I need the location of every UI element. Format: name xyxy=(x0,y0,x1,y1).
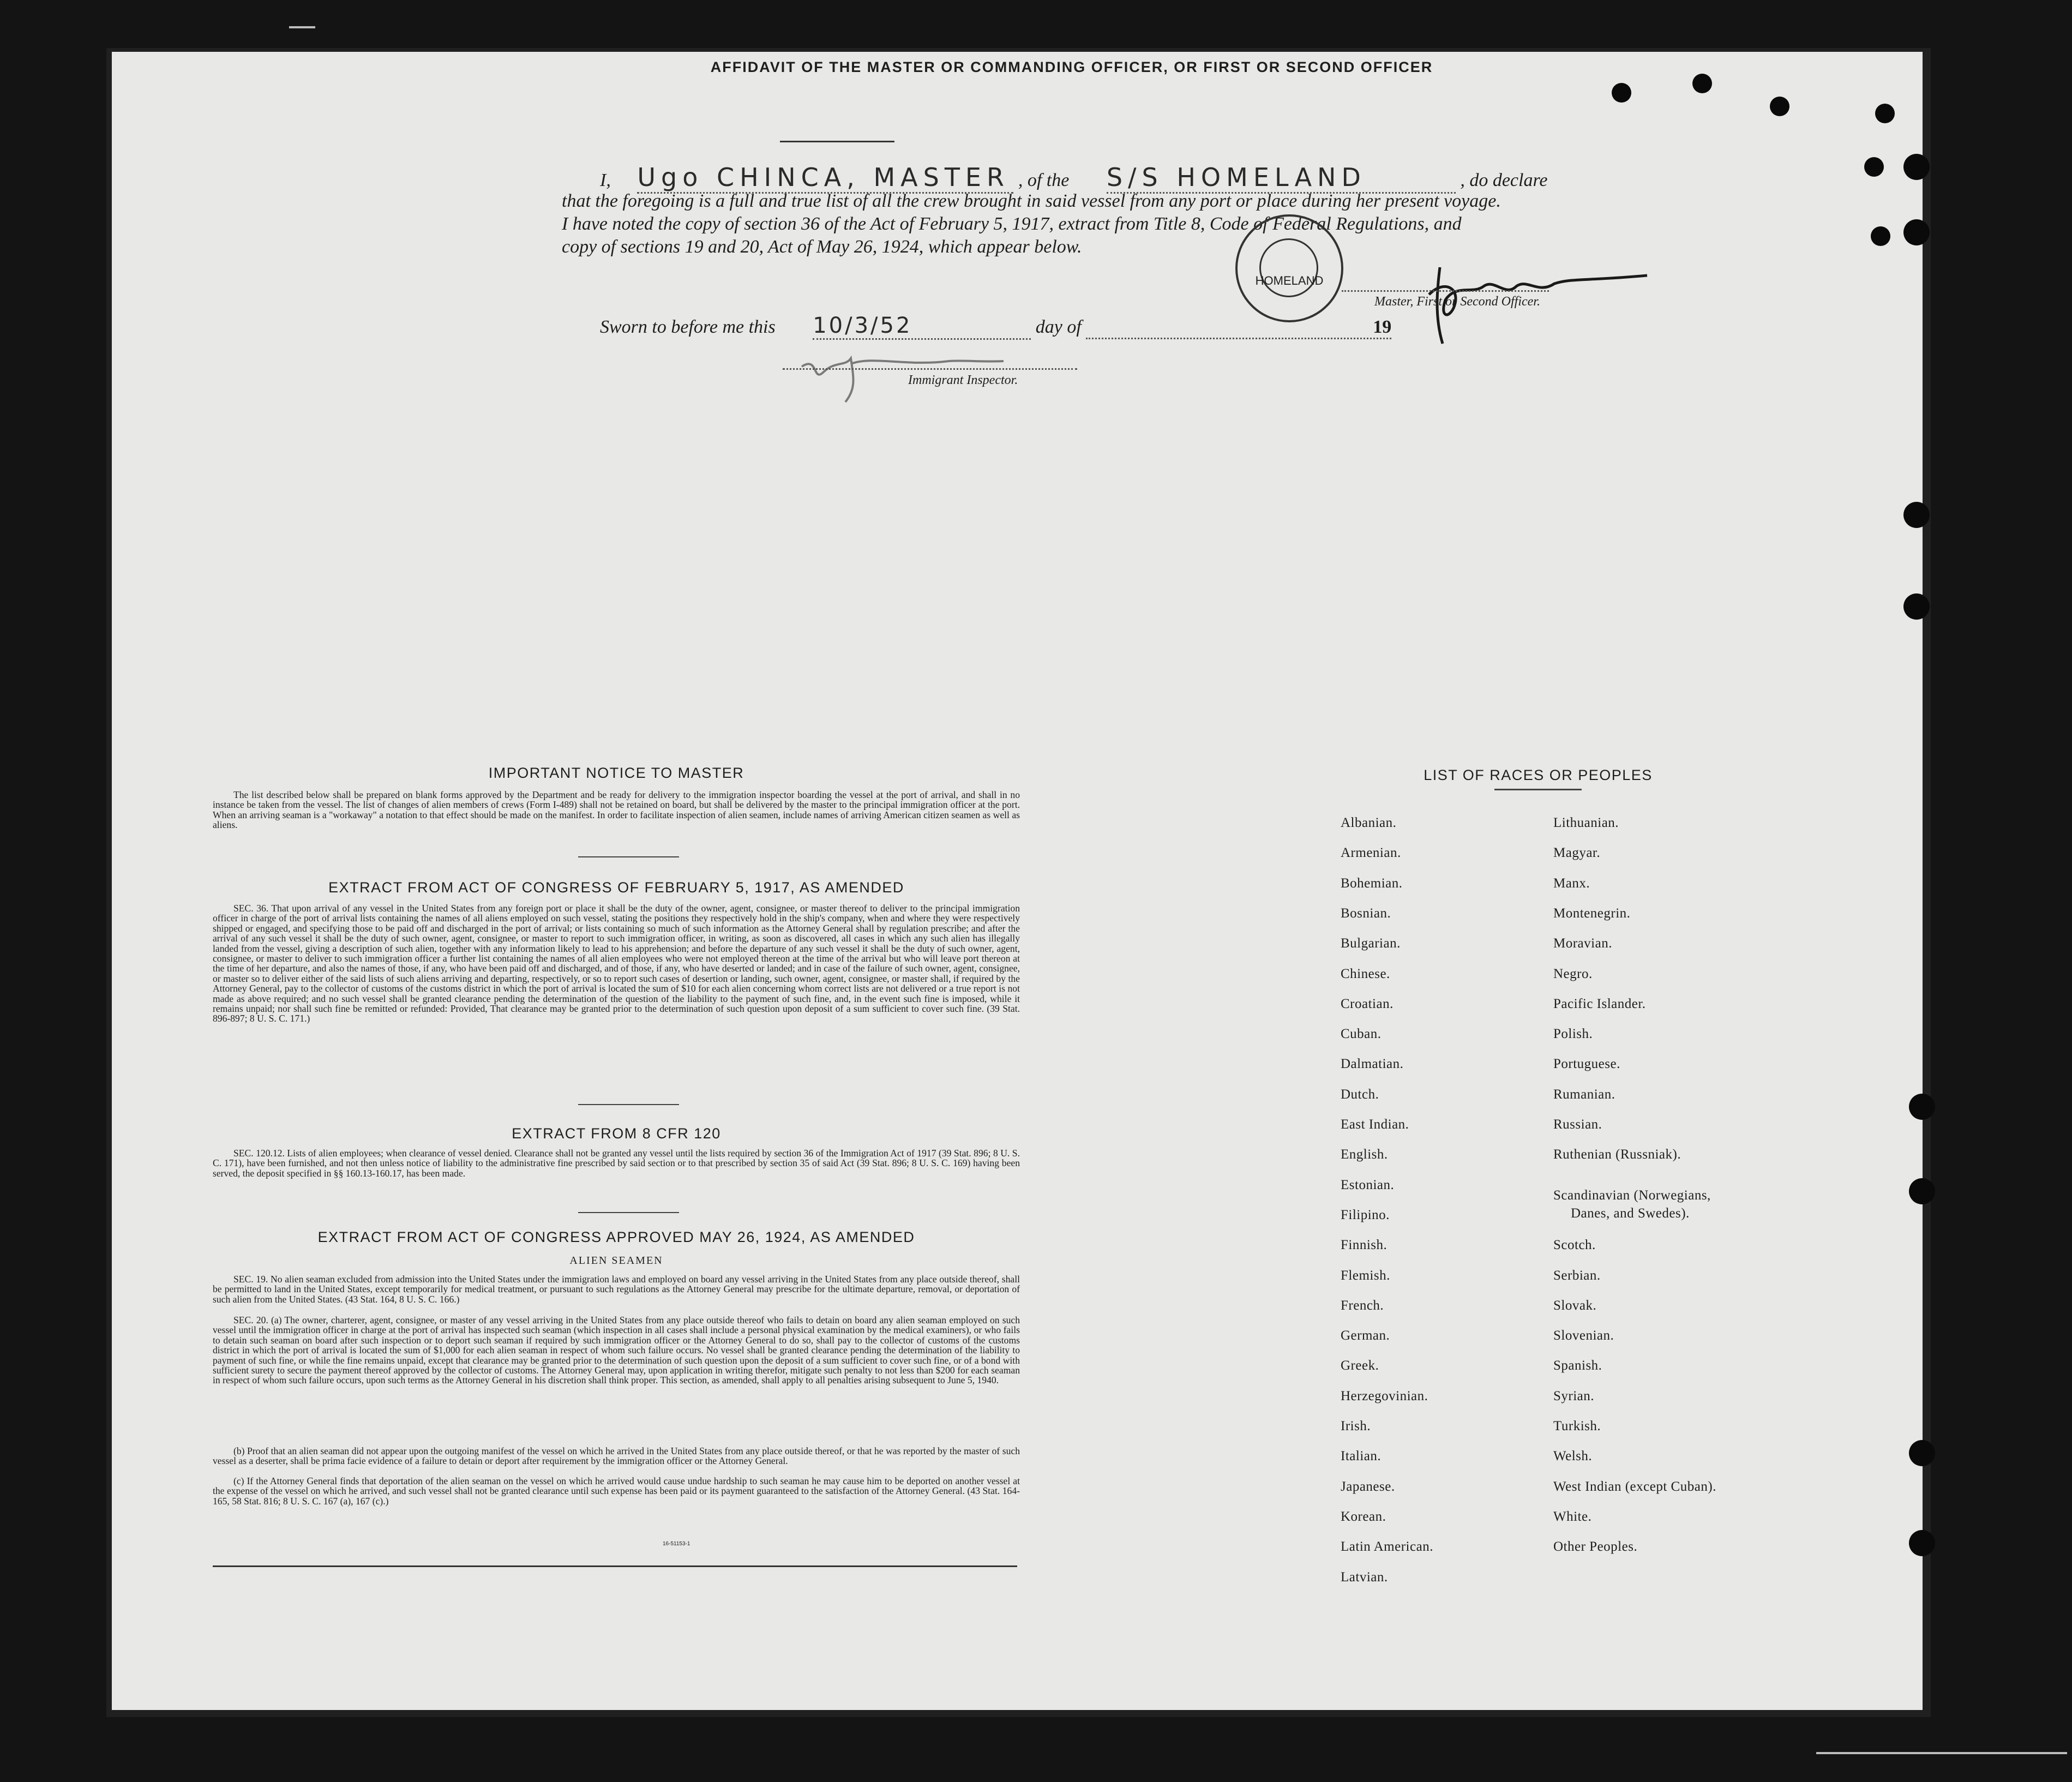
year-field xyxy=(1086,317,1391,339)
race-item: Bohemian. xyxy=(1341,876,1403,891)
punch-hole xyxy=(1770,97,1789,116)
race-item: Greek. xyxy=(1341,1358,1379,1373)
punch-hole xyxy=(1612,83,1631,103)
race-item: Rumanian. xyxy=(1553,1087,1615,1102)
punch-hole xyxy=(1909,1178,1935,1204)
race-item: Montenegrin. xyxy=(1553,906,1631,921)
extract-1917-text: SEC. 36. That upon arrival of any vessel in the United States from any foreign port or place it shall be the duty of the owner, agent, consignee, or master thereof to deliver to the principal immigration officer in charge of the port of arrival lists containing the names of all aliens employed on such vessel, stating the positions they respectively hold in the ship's company, when and where they were respectively shipped or engaged, and specifying those to be paid off and discharged in the port of arrival; or lists containing so much of such information as the Attorney General shall by regulation prescribe; and after the arrival of any such vessel it shall be the duty of such owner, agent, consignee, or master to report to such immigration officer, in writing, as soon as discovered, all cases in which any such alien has illegally landed from the vessel, giving a description of such alien, together with any information likely to lead to his apprehension; and before the departure of any such vessel it shall be the duty of such owner, agent, consignee, or master to deliver to such immigration officer a further list containing the names of all alien employees who were not employed thereon at the time of the arrival but who will leave port thereon at the time of her departure, and also the names of those, if any, who have been paid off and discharged, and of those, if any, who have deserted or landed; and in case of the failure of such owner, agent, consignee, or master so to deliver either of the said lists of such aliens arriving and departing, respectively, or so to report such cases of desertion or landing, such owner, agent, consignee, or master shall, if required by the Attorney General, pay to the collector of customs of the customs district in which the port of arrival is located the sum of $10 for each alien concerning whom correct lists are not delivered or a true report is not made as above required; and no such vessel shall be granted clearance pending the determination of the question of the liability to the payment of such fine, and, in the event such fine is imposed, while it remains unpaid; nor shall such fine be remitted or refunded: Provided, That clearance may be granted prior to the determination of such question upon deposit of a sum sufficient to cover such fine. (39 Stat. 896-897; 8 U. S. C. 171.) xyxy=(213,903,1020,1024)
punch-hole xyxy=(1871,226,1890,246)
race-item: Danes, and Swedes). xyxy=(1571,1206,1690,1221)
race-item: Magyar. xyxy=(1553,845,1601,860)
race-item: Latin American. xyxy=(1341,1539,1433,1554)
race-item: Flemish. xyxy=(1341,1268,1390,1283)
race-item: Russian. xyxy=(1553,1117,1602,1132)
race-item: Dutch. xyxy=(1341,1087,1379,1102)
race-item: Scandinavian (Norwegians, xyxy=(1553,1188,1711,1203)
extract-8cfr-text: SEC. 120.12. Lists of alien employees; when clearance of vessel denied. Clearance shall not be granted any vessel until the lists required by section 36 of the Immigration Act of 1917 (39 Stat. 896; 8 U. S. C. 171), have been furnished, and not then unless notice of liability to the administrative fine prescribed by said section or to that prescribed by section 35 of said Act (39 Stat. 896; 8 U. S. C. 169) having been served, the deposit specified in §§ 160.13-160.17, has been made. xyxy=(213,1148,1020,1179)
race-item: Irish. xyxy=(1341,1419,1371,1433)
race-item: French. xyxy=(1341,1298,1384,1313)
race-item: Bosnian. xyxy=(1341,906,1391,921)
extract-1917-title: EXTRACT FROM ACT OF CONGRESS OF FEBRUARY 5, 1917, AS AMENDED xyxy=(328,879,904,896)
race-item: White. xyxy=(1553,1509,1592,1524)
inspector-line xyxy=(783,368,1077,370)
sec-19-text: SEC. 19. No alien seaman excluded from admission into the United States under the immigration laws and employed on board any vessel arriving in the United States from any place outside thereof, shall be permitted to land in the United States, except temporarily for medical treatment, or pursuant to such regulations as the Attorney General may prescribe for the ultimate departure, removal, or deportation of such alien from the United States. (43 Stat. 164, 8 U. S. C. 166.) xyxy=(213,1274,1020,1305)
race-item: Slovenian. xyxy=(1553,1328,1614,1343)
affidavit-of-the: , of the xyxy=(1018,170,1070,190)
race-item: Herzegovinian. xyxy=(1341,1389,1428,1403)
race-item: Japanese. xyxy=(1341,1479,1395,1494)
affidavit-i: I, xyxy=(600,170,611,190)
race-item: Pacific Islander. xyxy=(1553,997,1646,1011)
race-item: Scotch. xyxy=(1553,1238,1596,1252)
punch-hole xyxy=(1692,74,1712,93)
bottom-rule xyxy=(213,1565,1017,1567)
sworn-label: Sworn to before me this xyxy=(600,317,776,337)
race-item: Moravian. xyxy=(1553,936,1612,951)
race-item: English. xyxy=(1341,1147,1388,1162)
vessel-name: S/S HOMELAND xyxy=(1107,163,1456,194)
race-item: Lithuanian. xyxy=(1553,815,1619,830)
notice-text: The list described below shall be prepared on blank forms approved by the Department and be ready for delivery to the immigration inspector boarding the vessel at the port of arrival, and shall in no instance be taken from the vessel. The list of changes of alien members of crews (Form I-489) shall not be retained on board, but shall be delivered by the master to the principal immigration officer at the port. When an arriving seaman is a "workaway" a notation to that effect should be made on the manifest. In order to facilitate inspection of alien seamen, include names of arriving American citizen seamen as well as aliens. xyxy=(213,789,1020,831)
title-rule xyxy=(780,141,894,142)
race-item: Manx. xyxy=(1553,876,1590,891)
race-item: Dalmatian. xyxy=(1341,1057,1404,1071)
race-item: Polish. xyxy=(1553,1027,1593,1041)
races-title-rule xyxy=(1494,789,1582,790)
race-item: Turkish. xyxy=(1553,1419,1601,1433)
punch-hole xyxy=(1903,502,1930,528)
master-name: Ugo CHINCA, MASTER xyxy=(637,163,1013,194)
race-item: Croatian. xyxy=(1341,997,1394,1011)
scan-mark xyxy=(289,26,315,28)
scan-mark xyxy=(1816,1752,2067,1754)
race-item: Syrian. xyxy=(1553,1389,1595,1403)
affidavit-line-1 xyxy=(600,163,1548,194)
sworn-date: 10/3/52 xyxy=(813,313,1031,340)
section-divider xyxy=(578,1104,679,1105)
punch-hole xyxy=(1903,219,1930,245)
alien-seamen-subtitle: ALIEN SEAMEN xyxy=(569,1255,663,1267)
race-item: Korean. xyxy=(1341,1509,1386,1524)
inspector-label: Immigrant Inspector. xyxy=(908,373,1018,387)
affidavit-line-2: that the foregoing is a full and true list of all the crew brought in said vessel from any port or place during her present voyage. xyxy=(562,191,1501,211)
affidavit-line-4: copy of sections 19 and 20, Act of May 26, 1924, which appear below. xyxy=(562,237,1082,257)
extract-8cfr-title: EXTRACT FROM 8 CFR 120 xyxy=(512,1125,721,1142)
race-item: Spanish. xyxy=(1553,1358,1602,1373)
sec-20b-text: (b) Proof that an alien seaman did not appear upon the outgoing manifest of the vessel on which he arrived in the United States from any place outside thereof, or that he was reported by the master of such vessel as a deserter, shall be prima facie evidence of a failure to detain or deport after requirement by the immigration officer or the Attorney General. xyxy=(213,1445,1020,1467)
sec-20a-text: SEC. 20. (a) The owner, charterer, agent, consignee, or master of any vessel arriving in the United States from any place outside thereof who fails to detain on board any alien seaman employed on such vessel until the immigration officer in charge at the port of arrival has inspected such seaman (which inspection in all cases shall include a personal physical examination by the medical examiners), or who fails to detain such seaman on board after such inspection or to deport such seaman if required by such immigration officer or the Attorney General to do so, shall pay to the collector of customs of the customs district in which the port of arrival is located the sum of $1,000 for each alien seaman in respect of whom such failure occurs. No vessel shall be granted clearance pending the determination of the liability to payment of such fine, or while the fine remains unpaid, except that clearance may be granted prior to the determination of such question upon the deposit of a sum sufficient to cover such fine, or of a bond with sufficient surety to secure the payment thereof approved by the collector of customs. The Attorney General may, upon application in writing therefor, mitigate such penalty to not less than $200 for each seaman in respect of whom such failure occurs, upon such terms as the Attorney General in his discretion shall think proper. This section, as amended, shall apply to all penalties arising subsequent to June 5, 1940. xyxy=(213,1315,1020,1386)
signer-label: Master, First or Second Officer. xyxy=(1374,295,1540,309)
race-item: Bulgarian. xyxy=(1341,936,1401,951)
race-item: Negro. xyxy=(1553,967,1593,981)
year-prefix: 19 xyxy=(1373,317,1392,337)
affidavit-declare: , do declare xyxy=(1460,170,1548,190)
punch-hole xyxy=(1909,1530,1935,1556)
race-item: Slovak. xyxy=(1553,1298,1597,1313)
race-item: Welsh. xyxy=(1553,1449,1593,1463)
punch-hole xyxy=(1864,157,1884,177)
race-item: Serbian. xyxy=(1553,1268,1601,1283)
race-item: Chinese. xyxy=(1341,967,1390,981)
race-item: Finnish. xyxy=(1341,1238,1388,1252)
section-divider xyxy=(578,1212,679,1213)
affidavit-line-3: I have noted the copy of section 36 of the Act of February 5, 1917, extract from Title 8, Code of Federal Regulations, and xyxy=(562,214,1462,234)
race-item: Estonian. xyxy=(1341,1178,1395,1192)
signature-line xyxy=(1342,290,1549,292)
race-item: Other Peoples. xyxy=(1553,1539,1638,1554)
section-divider xyxy=(578,856,679,857)
race-item: Latvian. xyxy=(1341,1570,1388,1585)
race-item: Portuguese. xyxy=(1553,1057,1620,1071)
punch-hole xyxy=(1909,1094,1935,1120)
race-item: Italian. xyxy=(1341,1449,1382,1463)
day-of-label: day of xyxy=(1035,317,1082,337)
punch-hole xyxy=(1903,154,1930,180)
print-code: 16-51153-1 xyxy=(663,1541,690,1547)
extract-1924-title: EXTRACT FROM ACT OF CONGRESS APPROVED MAY 26, 1924, AS AMENDED xyxy=(317,1229,915,1245)
race-item: East Indian. xyxy=(1341,1117,1409,1132)
notice-title: IMPORTANT NOTICE TO MASTER xyxy=(488,765,744,781)
stamp-text: HOMELAND xyxy=(1255,274,1324,287)
sec-20c-text: (c) If the Attorney General finds that deportation of the alien seaman on the vessel on which he arrived would cause undue hardship to such seaman he may cause him to be deported on another vessel at the expense of the vessel on which he arrived, and such vessel shall not be granted clearance until such expense has been paid or its payment guaranteed to the satisfaction of the Attorney General. (43 Stat. 164-165, 58 Stat. 816; 8 U. S. C. 167 (a), 167 (c).) xyxy=(213,1475,1020,1507)
race-item: Armenian. xyxy=(1341,845,1401,860)
affidavit-title: AFFIDAVIT OF THE MASTER OR COMMANDING OFFICER, OR FIRST OR SECOND OFFICER xyxy=(710,59,1433,75)
race-item: German. xyxy=(1341,1328,1390,1343)
races-title: LIST OF RACES OR PEOPLES xyxy=(1424,767,1653,783)
shipping-line-stamp xyxy=(1235,214,1343,322)
race-item: Cuban. xyxy=(1341,1027,1382,1041)
race-item: Filipino. xyxy=(1341,1208,1390,1222)
punch-hole xyxy=(1875,104,1895,123)
race-item: Albanian. xyxy=(1341,815,1397,830)
stamp-crown-ring xyxy=(1259,238,1318,297)
punch-hole xyxy=(1909,1440,1935,1466)
punch-hole xyxy=(1903,593,1930,620)
race-item: West Indian (except Cuban). xyxy=(1553,1479,1716,1494)
race-item: Ruthenian (Russniak). xyxy=(1553,1147,1681,1162)
